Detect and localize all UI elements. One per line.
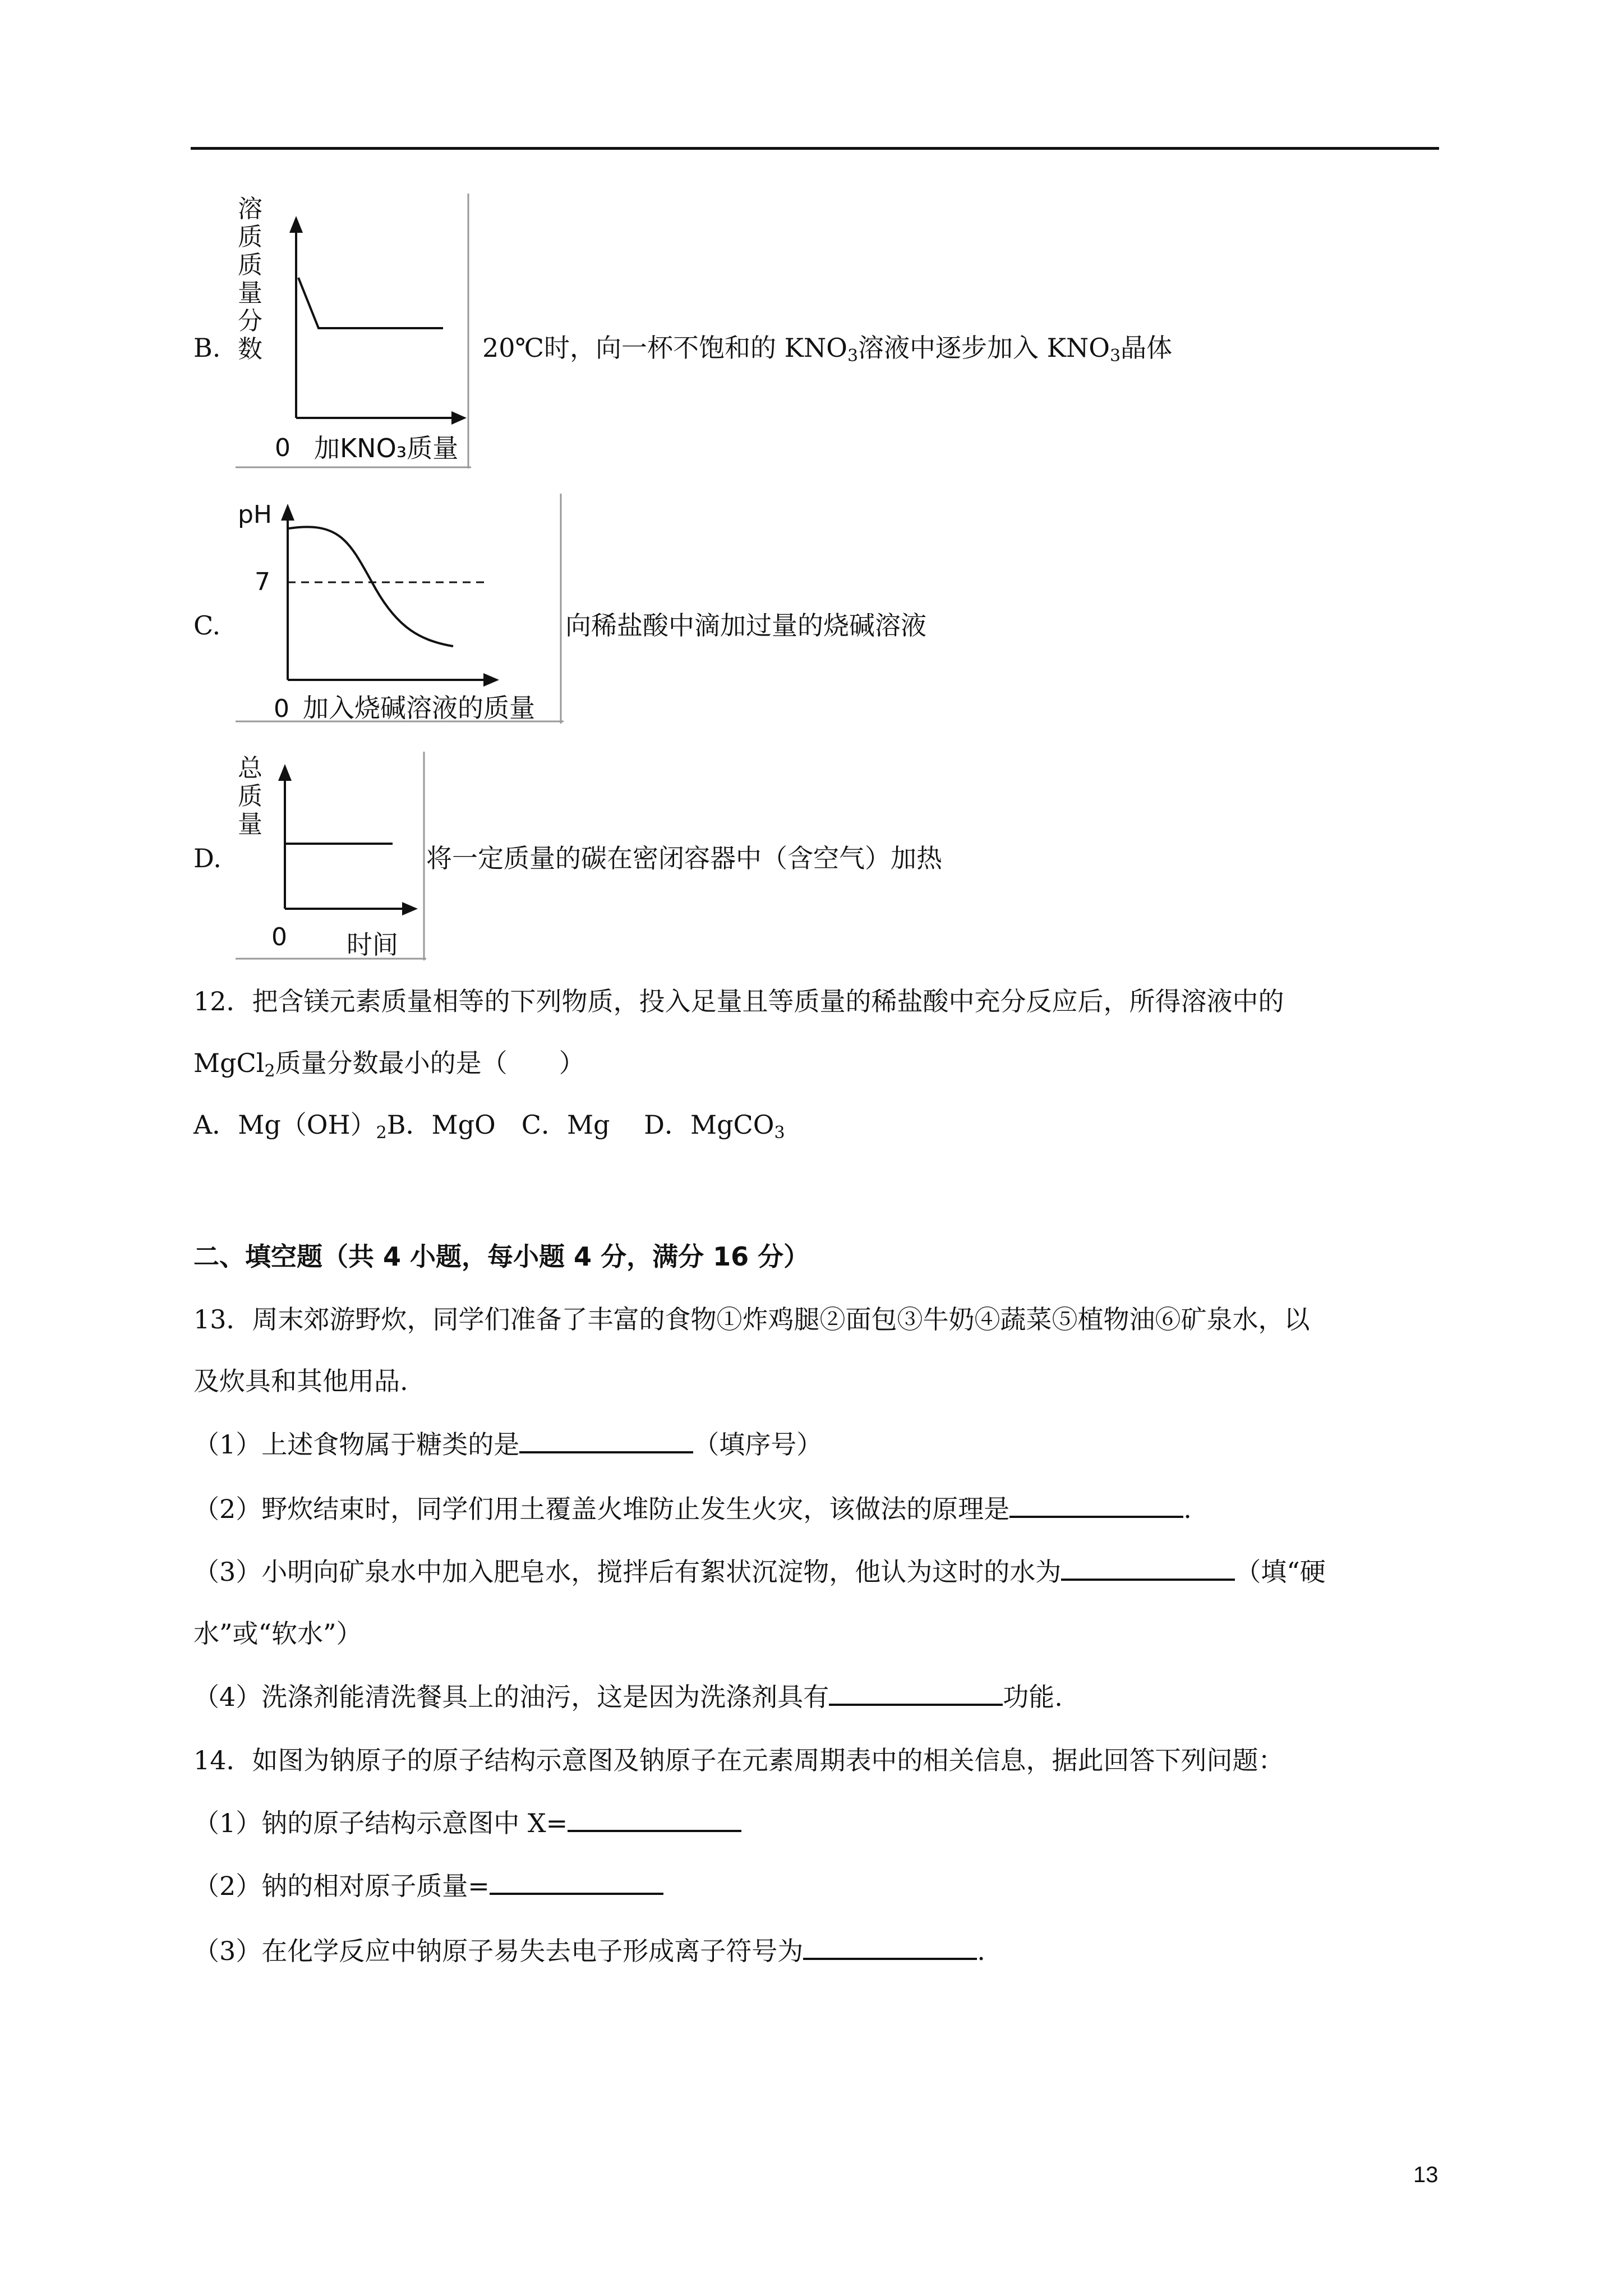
option-d-letter: D. bbox=[193, 843, 222, 873]
option-b-sub2: 3 bbox=[1110, 346, 1121, 366]
q13-part2-text: （2）野炊结束时，同学们用土覆盖火堆防止发生火灾，该做法的原理是 bbox=[193, 1494, 1010, 1524]
q14-line1: 14．如图为钠原子的原子结构示意图及钠原子在元素周期表中的相关信息，据此回答下列问题： bbox=[193, 1745, 1284, 1775]
graph-d-ylabel-2: 质 bbox=[238, 782, 262, 811]
header-rule bbox=[191, 147, 1439, 150]
q12-line2-sub: 2 bbox=[264, 1061, 275, 1081]
option-b-letter: B. bbox=[193, 333, 221, 363]
graph-b-ylabel-1: 溶 bbox=[238, 195, 262, 223]
graph-d bbox=[236, 752, 426, 960]
option-b-sub: 3 bbox=[847, 346, 859, 366]
graph-b bbox=[236, 194, 471, 468]
q13-part1-blank[interactable] bbox=[519, 1429, 693, 1453]
q12-line2 bbox=[193, 1046, 585, 1088]
q14-part3-suffix: . bbox=[977, 1936, 985, 1966]
graph-b-origin: 0 bbox=[275, 434, 291, 462]
q13-part3-cont: 水”或“软水”） bbox=[193, 1618, 362, 1649]
graph-c-origin: 0 bbox=[274, 694, 289, 723]
option-b-text-a: 20℃时，向一杯不饱和的 KNO bbox=[482, 333, 847, 363]
q13-line1: 13．周末郊游野炊，同学们准备了丰富的食物①炸鸡腿②面包③牛奶④蔬菜⑤植物油⑥矿泉水，以 bbox=[193, 1304, 1310, 1335]
graph-d-origin: 0 bbox=[271, 923, 287, 951]
graph-b-ylabel-5: 分 bbox=[238, 307, 262, 335]
q14-part3 bbox=[193, 1934, 985, 1968]
graph-d-ylabel-3: 量 bbox=[238, 810, 262, 839]
graph-b-xlabel: 加KNO₃质量 bbox=[314, 433, 459, 463]
graph-b-ylabel-6: 数 bbox=[238, 335, 262, 364]
graph-c-ref-7: 7 bbox=[255, 568, 270, 596]
q12-choices bbox=[193, 1108, 785, 1150]
q13-part3-text: （3）小明向矿泉水中加入肥皂水，搅拌后有絮状沉淀物，他认为这时的水为 bbox=[193, 1557, 1062, 1587]
q13-part2 bbox=[193, 1492, 1192, 1526]
option-b-text bbox=[482, 331, 1172, 373]
q12-choices-b: B．MgO C．Mg D．MgCO bbox=[386, 1110, 774, 1140]
q13-part4 bbox=[193, 1680, 1063, 1714]
q13-part4-suffix: 功能. bbox=[1003, 1682, 1063, 1712]
q12-line2-a: MgCl bbox=[193, 1048, 265, 1078]
q13-part2-suffix: . bbox=[1183, 1494, 1192, 1524]
q13-part4-blank[interactable] bbox=[829, 1681, 1003, 1706]
q13-line2: 及炊具和其他用品. bbox=[193, 1366, 408, 1396]
q14-part3-text: （3）在化学反应中钠原子易失去电子形成离子符号为 bbox=[193, 1936, 804, 1966]
option-d-text: 将一定质量的碳在密闭容器中（含空气）加热 bbox=[426, 843, 942, 873]
q13-part2-blank[interactable] bbox=[1009, 1493, 1183, 1518]
q12-line2-b: 质量分数最小的是（ ） bbox=[275, 1048, 585, 1078]
graph-d-ylabel-1: 总 bbox=[238, 754, 262, 783]
q13-part3-blank[interactable] bbox=[1061, 1556, 1235, 1581]
q13-part3 bbox=[193, 1555, 1326, 1589]
q14-part1-blank[interactable] bbox=[568, 1807, 741, 1832]
q14-part1 bbox=[193, 1806, 741, 1840]
q12-line1: 12．把含镁元素质量相等的下列物质，投入足量且等质量的稀盐酸中充分反应后，所得溶液中的 bbox=[193, 986, 1284, 1016]
graph-c-ylabel: pH bbox=[238, 500, 273, 529]
q13-part1 bbox=[193, 1428, 822, 1461]
q13-part4-text: （4）洗涤剂能清洗餐具上的油污，这是因为洗涤剂具有 bbox=[193, 1682, 829, 1712]
q14-part3-blank[interactable] bbox=[803, 1935, 977, 1960]
q13-part1-suffix: （填序号） bbox=[693, 1429, 823, 1460]
q14-part2 bbox=[193, 1869, 663, 1903]
graph-c-xlabel: 加入烧碱溶液的质量 bbox=[303, 693, 535, 723]
graph-b-ylabel-3: 质 bbox=[238, 251, 262, 279]
q14-part2-blank[interactable] bbox=[490, 1870, 663, 1895]
q12-choices-sub: 2 bbox=[376, 1123, 387, 1143]
q14-part2-text: （2）钠的相对原子质量= bbox=[193, 1871, 490, 1901]
page-number: 13 bbox=[1413, 2162, 1438, 2187]
q13-part1-text: （1）上述食物属于糖类的是 bbox=[193, 1429, 520, 1460]
q12-choices-sub2: 3 bbox=[774, 1123, 785, 1143]
section2-heading: 二、填空题（共 4 小题，每小题 4 分，满分 16 分） bbox=[193, 1241, 810, 1272]
option-c-text: 向稀盐酸中滴加过量的烧碱溶液 bbox=[565, 610, 926, 641]
graph-b-ylabel-4: 量 bbox=[238, 279, 262, 307]
option-c-letter: C. bbox=[193, 610, 221, 641]
option-b-text-b: 溶液中逐步加入 KNO bbox=[858, 333, 1110, 363]
q14-part1-text: （1）钠的原子结构示意图中 X= bbox=[193, 1808, 568, 1838]
graph-b-ylabel-2: 质 bbox=[238, 223, 262, 251]
q13-part3-suffix: （填“硬 bbox=[1235, 1557, 1326, 1587]
graph-c bbox=[236, 494, 564, 724]
graph-d-xlabel: 时间 bbox=[347, 930, 398, 960]
option-b-text-c: 晶体 bbox=[1121, 333, 1173, 363]
q12-choices-a: A．Mg（OH） bbox=[193, 1110, 376, 1140]
